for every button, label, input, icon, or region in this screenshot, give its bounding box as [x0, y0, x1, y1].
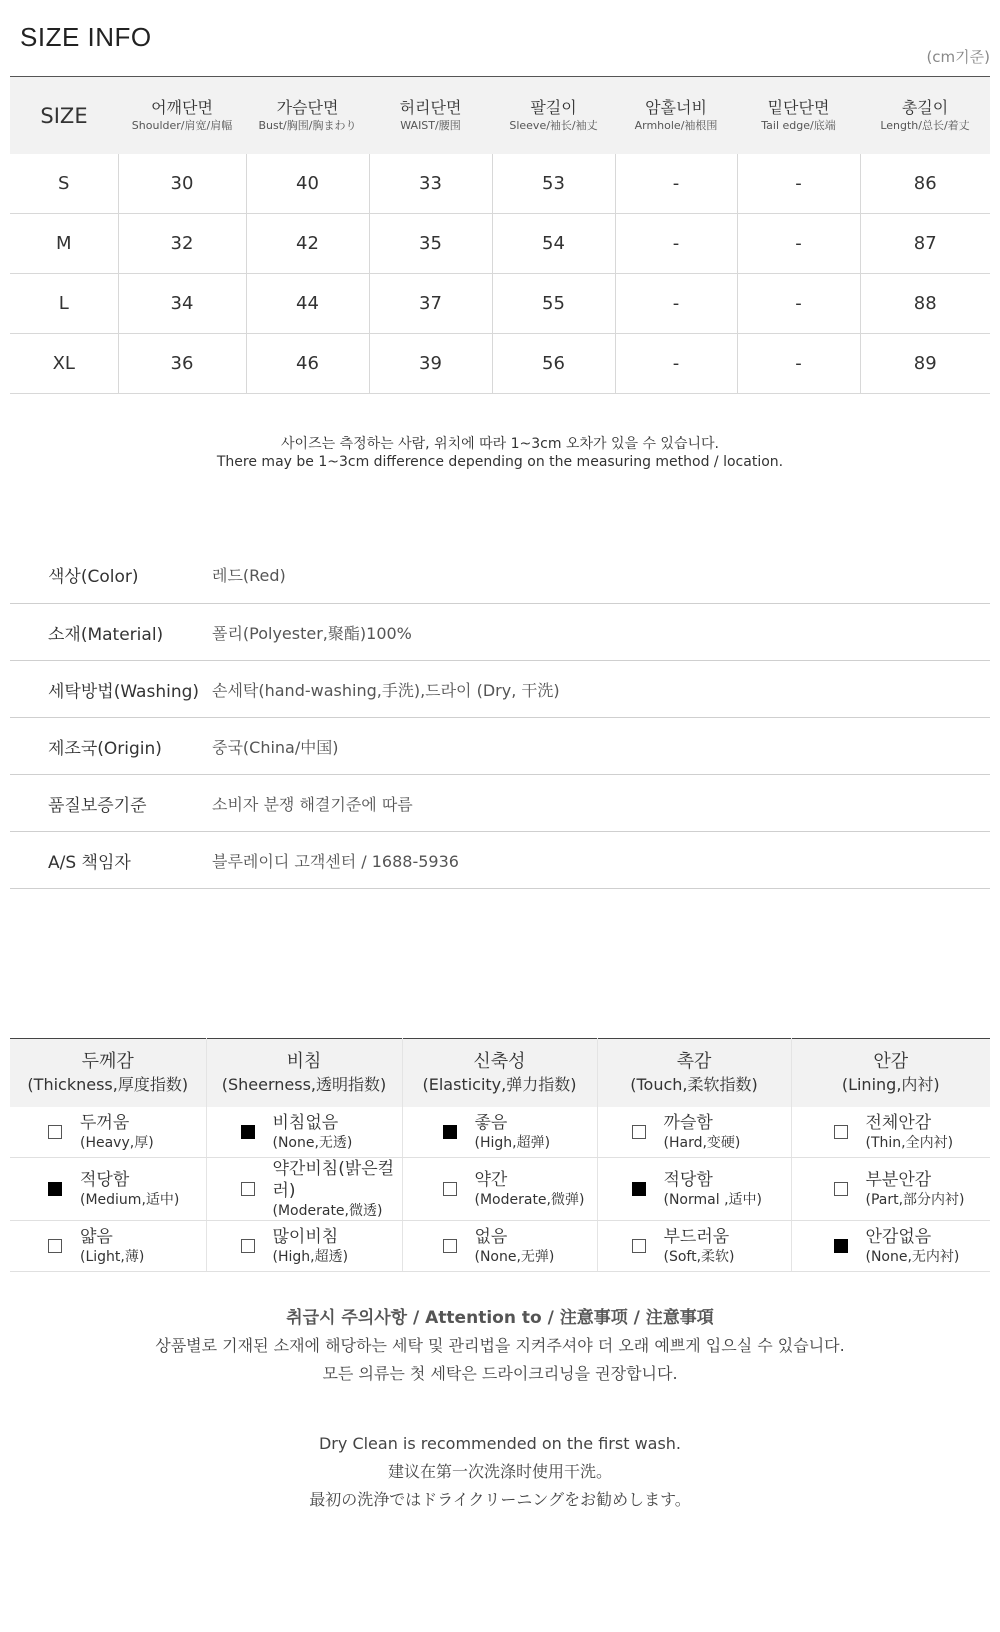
fabric-option — [597, 1221, 791, 1272]
table-cell: - — [737, 214, 860, 274]
fabric-option — [206, 1158, 402, 1221]
info-label: 색상(Color) — [48, 567, 139, 587]
fabric-option-label: 까슬함 — [663, 1113, 713, 1133]
fabric-option-label: 두꺼움 — [80, 1113, 130, 1133]
size-header-shoulder: 어깨단면 Shoulder/肩宽/肩幅 — [118, 77, 246, 155]
care-line: 最初の洗浄ではドライクリーニングをお勧めします。 — [309, 1490, 691, 1509]
fabric-row — [10, 1221, 990, 1272]
fabric-option-sublabel: (Moderate,微弹) — [474, 1192, 585, 1208]
table-cell: S — [10, 154, 118, 214]
info-row-washing — [10, 661, 990, 718]
fabric-grid — [10, 1038, 990, 1272]
fabric-option-sublabel: (None,无弹) — [474, 1249, 555, 1265]
fabric-option-label: 좋음 — [474, 1113, 508, 1133]
fabric-option-label: 비침없음 — [272, 1113, 339, 1133]
info-value: 폴리(Polyester,聚酯)100% — [212, 623, 412, 643]
table-cell: 42 — [246, 214, 369, 274]
fabric-option-sublabel: (None,无透) — [272, 1135, 353, 1151]
table-row — [10, 334, 990, 394]
table-cell: - — [615, 154, 737, 214]
care-line: 상품별로 기재된 소재에 해당하는 세탁 및 관리법을 지켜주셔야 더 오래 예쁘게 입으실 수 있습니다. — [155, 1336, 845, 1355]
table-cell: 88 — [860, 274, 990, 334]
fabric-option-label: 약간비침(밝은컬러) — [272, 1159, 395, 1201]
fabric-option — [597, 1158, 791, 1221]
fabric-option — [206, 1107, 402, 1158]
fabric-option-label: 적당함 — [663, 1170, 713, 1190]
unit-label: (cm기준) — [926, 48, 990, 66]
table-cell: 36 — [118, 334, 246, 394]
fabric-option-label: 얇음 — [80, 1227, 113, 1247]
checkbox-empty-icon — [834, 1125, 848, 1139]
fabric-option-sublabel: (Medium,适中) — [80, 1192, 180, 1208]
info-label: 제조국(Origin) — [48, 738, 162, 759]
fabric-option-label: 부드러움 — [663, 1227, 730, 1247]
fabric-option — [10, 1158, 206, 1221]
fabric-option-sublabel: (Soft,柔软) — [663, 1249, 735, 1265]
fabric-header-sheerness: 비침 (Sheerness,透明指数) — [206, 1039, 402, 1108]
checkbox-empty-icon — [632, 1125, 646, 1139]
table-cell: 30 — [118, 154, 246, 214]
measurement-note-ko: 사이즈는 측정하는 사람, 위치에 따라 1~3cm 오차가 있을 수 있습니다. — [281, 436, 719, 452]
table-row — [10, 214, 990, 274]
fabric-option-label: 전체안감 — [865, 1113, 932, 1133]
table-cell: 32 — [118, 214, 246, 274]
fabric-header-thickness: 두께감 (Thickness,厚度指数) — [10, 1039, 206, 1108]
checkbox-empty-icon — [443, 1239, 457, 1253]
fabric-option-sublabel: (Hard,变硬) — [663, 1135, 741, 1151]
table-cell: - — [615, 274, 737, 334]
info-label: 소재(Material) — [48, 624, 164, 645]
fabric-option — [791, 1221, 990, 1272]
fabric-option-label: 부분안감 — [865, 1170, 932, 1190]
table-cell: 34 — [118, 274, 246, 334]
checkbox-empty-icon — [834, 1182, 848, 1196]
table-cell: 89 — [860, 334, 990, 394]
fabric-row — [10, 1107, 990, 1158]
measurement-note — [0, 435, 1000, 471]
info-label: 품질보증기준 — [48, 795, 147, 816]
size-table-header — [10, 77, 990, 155]
fabric-option-sublabel: (None,无内衬) — [865, 1249, 960, 1265]
checkbox-empty-icon — [241, 1239, 255, 1253]
table-cell: - — [615, 334, 737, 394]
checkbox-checked-icon — [241, 1125, 255, 1139]
info-value: 손세탁(hand-washing,手洗),드라이 (Dry, 干洗) — [212, 680, 560, 700]
fabric-option — [791, 1107, 990, 1158]
size-header-armhole: 암홀너비 Armhole/袖根围 — [615, 77, 737, 155]
checkbox-checked-icon — [48, 1182, 62, 1196]
table-cell: 87 — [860, 214, 990, 274]
fabric-option — [402, 1158, 597, 1221]
checkbox-empty-icon — [632, 1239, 646, 1253]
table-row — [10, 274, 990, 334]
fabric-option-label: 적당함 — [80, 1170, 130, 1190]
fabric-header — [10, 1039, 990, 1108]
table-cell: 33 — [369, 154, 492, 214]
fabric-option-sublabel: (Heavy,厚) — [80, 1135, 154, 1151]
info-row-color — [10, 546, 990, 604]
care-title: 취급시 주의사항 / Attention to / 注意事项 / 注意事項 — [286, 1308, 714, 1328]
info-row-material — [10, 604, 990, 661]
product-info-list — [10, 546, 990, 889]
fabric-option — [791, 1158, 990, 1221]
table-cell: 46 — [246, 334, 369, 394]
page-title: SIZE INFO — [20, 22, 152, 52]
info-row-as — [10, 832, 990, 889]
checkbox-empty-icon — [443, 1182, 457, 1196]
fabric-option-label: 많이비침 — [272, 1227, 339, 1247]
fabric-option-sublabel: (High,超透) — [272, 1249, 349, 1265]
size-header-waist: 허리단면 WAIST/腰围 — [369, 77, 492, 155]
care-line: 建议在第一次洗涤时使用干洗。 — [387, 1462, 612, 1481]
fabric-row — [10, 1158, 990, 1221]
fabric-option — [402, 1221, 597, 1272]
fabric-option — [10, 1221, 206, 1272]
table-cell: 35 — [369, 214, 492, 274]
care-instructions — [0, 1304, 1000, 1514]
table-row — [10, 154, 990, 214]
info-row-quality — [10, 775, 990, 832]
fabric-option-sublabel: (Thin,全内衬) — [865, 1135, 954, 1151]
checkbox-checked-icon — [443, 1125, 457, 1139]
table-cell: - — [615, 214, 737, 274]
table-cell: 86 — [860, 154, 990, 214]
measurement-note-en: There may be 1~3cm difference depending on the measuring method / location. — [216, 454, 784, 470]
fabric-option-sublabel: (Light,薄) — [80, 1249, 145, 1265]
info-value: 레드(Red) — [212, 566, 286, 585]
fabric-option-sublabel: (Part,部分内衬) — [865, 1192, 965, 1208]
table-cell: - — [737, 274, 860, 334]
info-value: 중국(China/中国) — [212, 737, 339, 757]
care-line: Dry Clean is recommended on the first wash. — [318, 1434, 682, 1453]
care-line: 모든 의류는 첫 세탁은 드라이크리닝을 권장합니다. — [322, 1364, 678, 1383]
fabric-option-sublabel: (Moderate,微透) — [272, 1203, 383, 1219]
fabric-option — [597, 1107, 791, 1158]
size-header-sleeve: 팔길이 Sleeve/袖长/袖丈 — [492, 77, 615, 155]
size-header-length: 총길이 Length/总长/着丈 — [860, 77, 990, 155]
info-value: 블루레이디 고객센터 / 1688-5936 — [212, 851, 459, 871]
table-cell: 37 — [369, 274, 492, 334]
table-cell: 44 — [246, 274, 369, 334]
fabric-option — [402, 1107, 597, 1158]
checkbox-checked-icon — [834, 1239, 848, 1253]
fabric-header-touch: 촉감 (Touch,柔软指数) — [597, 1039, 791, 1108]
fabric-header-elasticity: 신축성 (Elasticity,弹力指数) — [402, 1039, 597, 1108]
fabric-header-lining: 안감 (Lining,内衬) — [791, 1039, 990, 1108]
info-value: 소비자 분쟁 해결기준에 따름 — [212, 794, 413, 814]
table-cell: 55 — [492, 274, 615, 334]
table-cell: 54 — [492, 214, 615, 274]
checkbox-empty-icon — [241, 1182, 255, 1196]
size-header-bust: 가슴단면 Bust/胸围/胸まわり — [246, 77, 369, 155]
table-cell: 39 — [369, 334, 492, 394]
fabric-option — [206, 1221, 402, 1272]
checkbox-checked-icon — [632, 1182, 646, 1196]
info-row-origin — [10, 718, 990, 775]
table-cell: XL — [10, 334, 118, 394]
table-cell: 40 — [246, 154, 369, 214]
fabric-option-label: 약간 — [474, 1170, 508, 1190]
size-table — [10, 76, 990, 394]
size-header-tail-edge: 밑단단면 Tail edge/底端 — [737, 77, 860, 155]
info-label: 세탁방법(Washing) — [48, 681, 200, 702]
table-cell: - — [737, 154, 860, 214]
fabric-option-label: 안감없음 — [865, 1227, 932, 1247]
size-header-size: SIZE — [10, 77, 118, 155]
checkbox-empty-icon — [48, 1239, 62, 1253]
fabric-option — [10, 1107, 206, 1158]
fabric-option-label: 없음 — [474, 1227, 508, 1247]
fabric-option-sublabel: (Normal ,适中) — [663, 1192, 762, 1208]
table-cell: M — [10, 214, 118, 274]
fabric-option-sublabel: (High,超弹) — [474, 1135, 551, 1151]
table-cell: 53 — [492, 154, 615, 214]
info-label: A/S 책임자 — [48, 852, 131, 873]
table-cell: 56 — [492, 334, 615, 394]
checkbox-empty-icon — [48, 1125, 62, 1139]
table-cell: - — [737, 334, 860, 394]
table-cell: L — [10, 274, 118, 334]
